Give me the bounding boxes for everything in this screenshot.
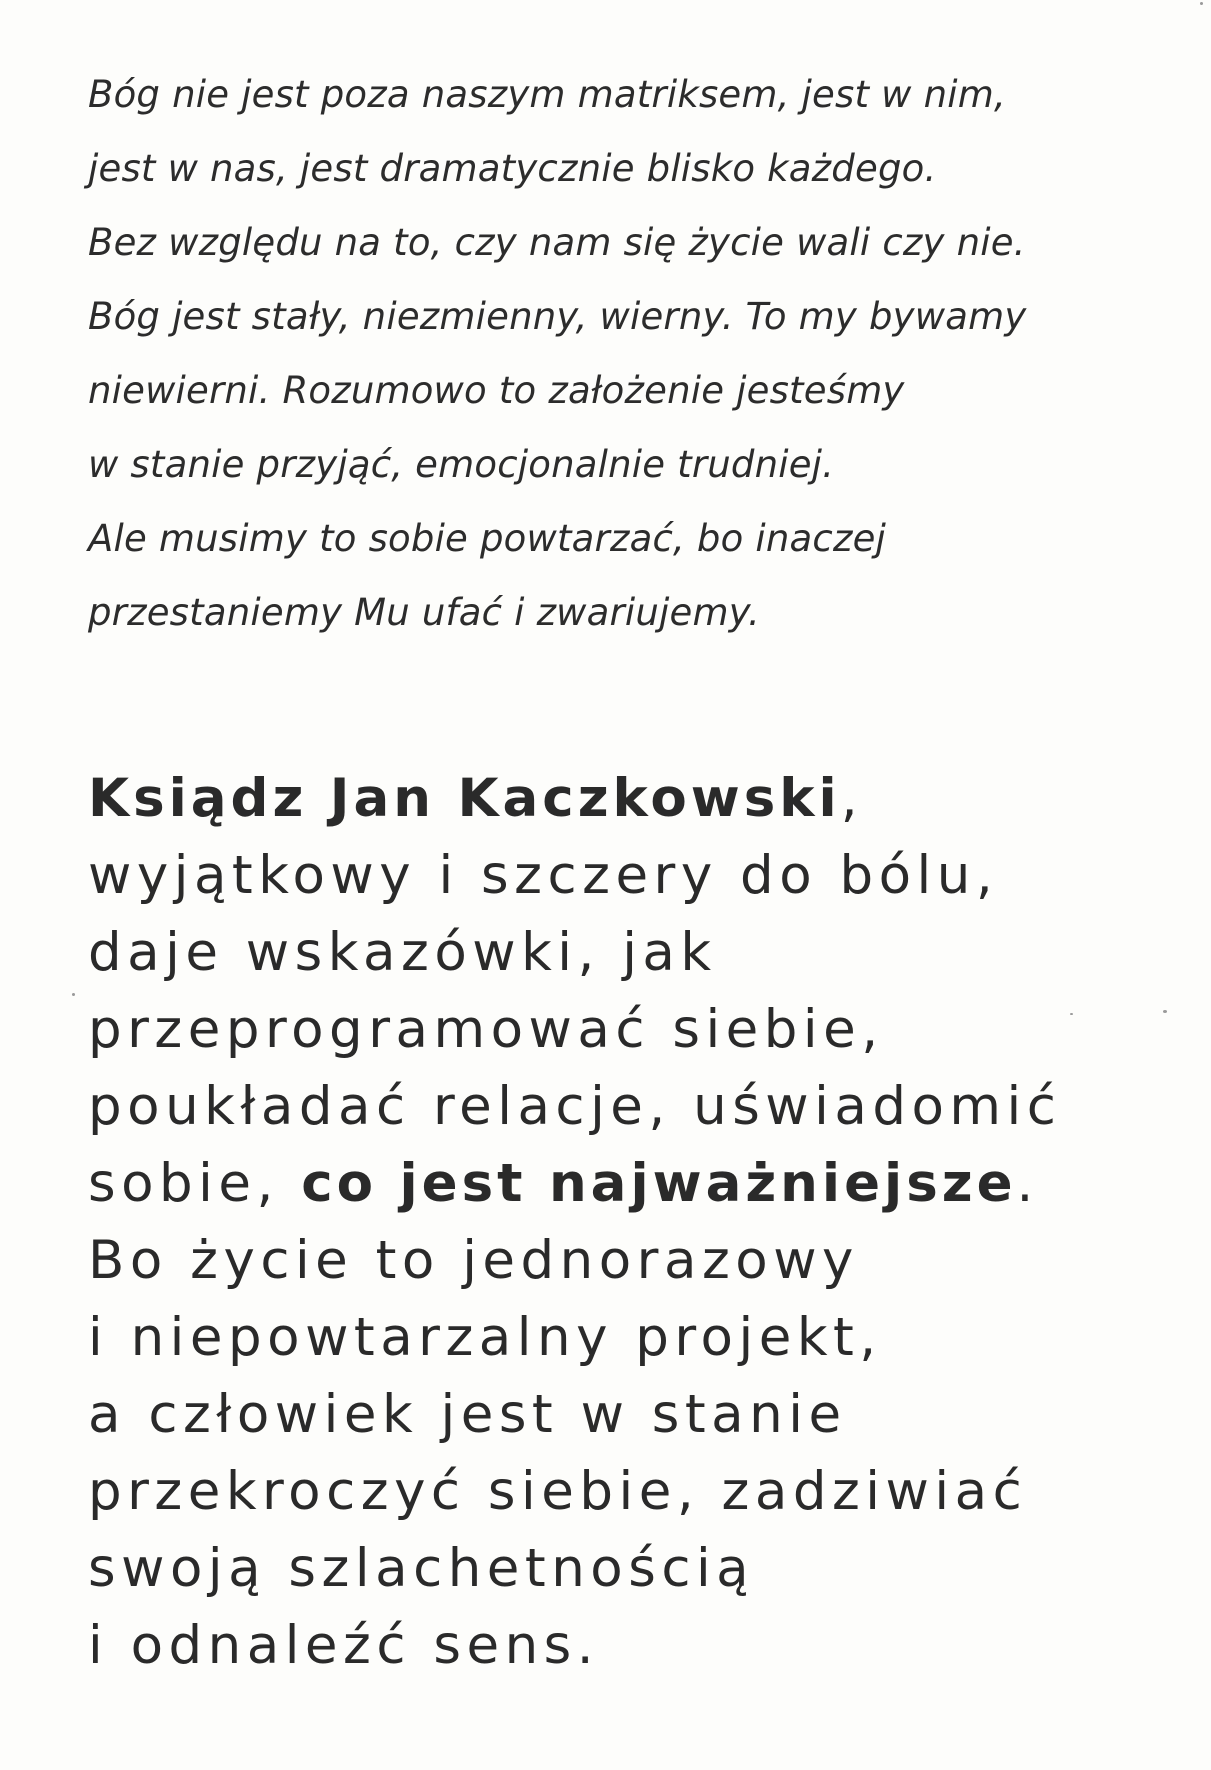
book-description xyxy=(88,760,1188,1684)
author-suffix: , xyxy=(840,768,864,829)
description-line: swoją szlachetnością xyxy=(88,1538,755,1599)
scan-speck xyxy=(1070,1013,1073,1015)
description-line: przeprogramować siebie, xyxy=(88,999,884,1060)
quote-line: Ale musimy to sobie powtarzać, bo inaczej xyxy=(88,517,887,560)
quote-line: jest w nas, jest dramatycznie blisko każdego. xyxy=(88,147,937,190)
line6-suffix: . xyxy=(1016,1153,1039,1214)
description-line: daje wskazówki, jak xyxy=(88,922,717,983)
description-line: Bo życie to jednorazowy xyxy=(88,1230,859,1291)
author-name: Ksiądz Jan Kaczkowski xyxy=(88,768,841,829)
description-line: przekroczyć siebie, zadziwiać xyxy=(88,1461,1028,1522)
description-line: wyjątkowy i szczery do bólu, xyxy=(88,845,999,906)
line6-prefix: sobie, xyxy=(88,1153,302,1214)
description-line-1 xyxy=(88,760,1188,837)
description-line: i odnaleźć sens. xyxy=(88,1615,600,1676)
quote-line: Bóg nie jest poza naszym matriksem, jest w nim, xyxy=(88,73,1006,116)
quote-line: niewierni. Rozumowo to założenie jesteśmy xyxy=(88,369,905,412)
quote-line: przestaniemy Mu ufać i zwariujemy. xyxy=(88,591,760,634)
scan-speck xyxy=(1200,2,1203,5)
description-line: poukładać relacje, uświadomić xyxy=(88,1076,1062,1137)
quote-line: Bóg jest stały, niezmienny, wierny. To my bywamy xyxy=(88,295,1027,338)
scan-speck xyxy=(1163,1010,1167,1013)
description-line: i niepowtarzalny projekt, xyxy=(88,1307,882,1368)
quote-line: Bez względu na to, czy nam się życie wali czy nie. xyxy=(88,221,1026,264)
description-line: a człowiek jest w stanie xyxy=(88,1384,847,1445)
emphasis-text: co jest najważniejsze xyxy=(301,1153,1017,1214)
quote-line: w stanie przyjąć, emocjonalnie trudniej. xyxy=(88,443,835,486)
scan-speck xyxy=(72,993,75,996)
quote-block xyxy=(88,58,1148,650)
description-line-6 xyxy=(88,1145,1188,1222)
